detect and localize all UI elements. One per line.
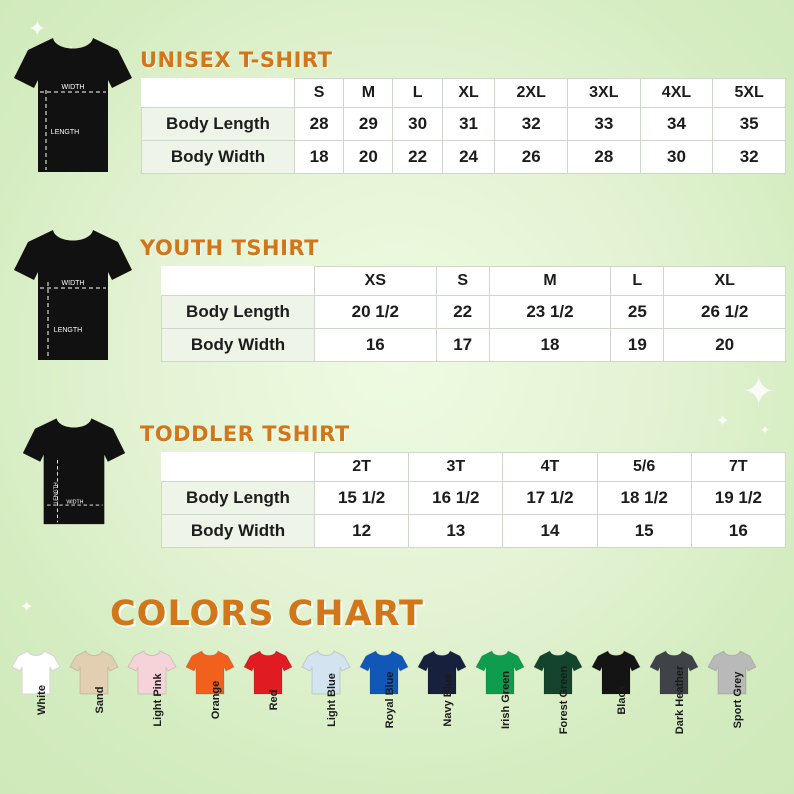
table-corner-cell	[142, 79, 295, 108]
table-cell: 33	[568, 108, 641, 141]
svg-text:WIDTH: WIDTH	[61, 84, 85, 91]
table-header-cell: 3T	[409, 453, 503, 482]
color-swatch-label: Orange	[210, 680, 222, 720]
section-unisex	[0, 30, 794, 210]
colors-chart-title: COLORS CHART	[110, 594, 424, 634]
table-header-cell: XL	[664, 267, 786, 296]
table-cell: 18 1/2	[597, 482, 691, 515]
color-swatch[interactable]	[532, 648, 584, 735]
color-swatch[interactable]	[590, 648, 642, 715]
table-header-cell: 5XL	[713, 79, 786, 108]
youth-tshirt-illustration	[8, 220, 138, 370]
size-table-unisex	[141, 78, 786, 174]
color-swatch[interactable]	[706, 648, 758, 729]
table-cell: 19 1/2	[691, 482, 785, 515]
sparkle-icon: ✦	[28, 16, 47, 41]
row-label: Body Length	[162, 482, 315, 515]
table-cell: 22	[436, 296, 489, 329]
table-cell: 29	[344, 108, 393, 141]
color-swatch[interactable]	[416, 648, 468, 727]
table-cell: 31	[442, 108, 495, 141]
table-row	[142, 79, 786, 108]
table-cell: 18	[295, 141, 344, 174]
color-swatch[interactable]	[648, 648, 700, 735]
table-header-cell: 7T	[691, 453, 785, 482]
table-cell: 20	[664, 329, 786, 362]
table-header-cell: L	[611, 267, 664, 296]
colors-swatch-row	[10, 648, 790, 768]
sparkle-icon: ✦	[20, 599, 34, 616]
color-swatch-label: Dark Heather	[674, 665, 686, 735]
row-label: Body Width	[162, 515, 315, 548]
color-swatch[interactable]	[68, 648, 120, 714]
table-cell: 23 1/2	[489, 296, 611, 329]
sparkle-icon: ✦	[760, 423, 771, 437]
table-header-cell: M	[489, 267, 611, 296]
section-toddler	[0, 408, 794, 578]
color-swatch-label: Sand	[94, 686, 106, 714]
sparkle-icon: ✦	[716, 413, 730, 430]
color-swatch-label: Sport Grey	[732, 671, 744, 729]
table-cell: 32	[713, 141, 786, 174]
table-row	[142, 141, 786, 174]
row-label: Body Length	[162, 296, 315, 329]
unisex-tshirt-illustration	[8, 30, 138, 180]
table-header-cell: S	[295, 79, 344, 108]
table-header-cell: XS	[315, 267, 437, 296]
color-swatch[interactable]	[184, 648, 236, 720]
table-cell: 15	[597, 515, 691, 548]
svg-text:LENGTH: LENGTH	[53, 327, 83, 334]
svg-text:WIDTH: WIDTH	[66, 499, 84, 506]
section-title-toddler: TODDLER TSHIRT	[140, 422, 350, 446]
table-cell: 15 1/2	[315, 482, 409, 515]
row-label: Body Width	[142, 141, 295, 174]
table-cell: 30	[393, 108, 442, 141]
section-title-youth: YOUTH TSHIRT	[140, 236, 319, 260]
table-corner-cell	[162, 453, 315, 482]
color-swatch-label: Black	[616, 685, 628, 715]
size-table-youth	[161, 266, 786, 362]
table-header-cell: S	[436, 267, 489, 296]
table-header-cell: 2T	[315, 453, 409, 482]
table-cell: 17 1/2	[503, 482, 597, 515]
table-header-cell: 2XL	[495, 79, 568, 108]
section-youth	[0, 220, 794, 400]
table-cell: 25	[611, 296, 664, 329]
table-header-cell: L	[393, 79, 442, 108]
table-header-cell: M	[344, 79, 393, 108]
svg-text:LENGTH: LENGTH	[50, 129, 80, 136]
table-cell: 16	[315, 329, 437, 362]
table-cell: 22	[393, 141, 442, 174]
table-row	[162, 515, 786, 548]
row-label: Body Length	[142, 108, 295, 141]
table-cell: 28	[295, 108, 344, 141]
table-cell: 16 1/2	[409, 482, 503, 515]
table-cell: 13	[409, 515, 503, 548]
color-swatch[interactable]	[474, 648, 526, 730]
table-row	[162, 329, 786, 362]
section-title-unisex: UNISEX T-SHIRT	[140, 48, 333, 72]
table-cell: 16	[691, 515, 785, 548]
table-header-cell: 5/6	[597, 453, 691, 482]
table-cell: 26	[495, 141, 568, 174]
table-cell: 32	[495, 108, 568, 141]
color-swatch[interactable]	[10, 648, 62, 715]
table-header-cell: XL	[442, 79, 495, 108]
table-cell: 35	[713, 108, 786, 141]
color-swatch-label: Light Blue	[326, 673, 338, 727]
table-cell: 14	[503, 515, 597, 548]
table-cell: 30	[640, 141, 713, 174]
color-swatch[interactable]	[358, 648, 410, 729]
color-swatch-label: Navy Blue	[442, 673, 454, 727]
color-swatch-label: Red	[268, 689, 280, 711]
sparkle-icon: ✦	[742, 370, 776, 414]
table-cell: 19	[611, 329, 664, 362]
table-cell: 26 1/2	[664, 296, 786, 329]
color-swatch-label: Forest Green	[558, 665, 570, 735]
table-row	[162, 267, 786, 296]
table-header-cell: 4XL	[640, 79, 713, 108]
table-header-cell: 3XL	[568, 79, 641, 108]
table-cell: 18	[489, 329, 611, 362]
table-row	[162, 482, 786, 515]
svg-text:WIDTH: WIDTH	[61, 280, 85, 287]
table-cell: 34	[640, 108, 713, 141]
color-swatch[interactable]	[300, 648, 352, 727]
table-header-cell: 4T	[503, 453, 597, 482]
color-swatch[interactable]	[242, 648, 294, 711]
table-row	[162, 453, 786, 482]
table-cell: 12	[315, 515, 409, 548]
color-swatch-label: Irish Green	[500, 670, 512, 730]
table-cell: 20 1/2	[315, 296, 437, 329]
table-cell: 20	[344, 141, 393, 174]
svg-text:LENGTH: LENGTH	[53, 482, 60, 504]
table-cell: 17	[436, 329, 489, 362]
table-cell: 24	[442, 141, 495, 174]
table-cell: 28	[568, 141, 641, 174]
toddler-tshirt-illustration	[14, 408, 134, 538]
table-corner-cell	[162, 267, 315, 296]
size-table-toddler	[161, 452, 786, 548]
color-swatch-label: Royal Blue	[384, 671, 396, 729]
color-swatch-label: White	[36, 685, 48, 715]
table-row	[162, 296, 786, 329]
row-label: Body Width	[162, 329, 315, 362]
color-swatch-label: Light Pink	[152, 673, 164, 727]
table-row	[142, 108, 786, 141]
color-swatch[interactable]	[126, 648, 178, 727]
